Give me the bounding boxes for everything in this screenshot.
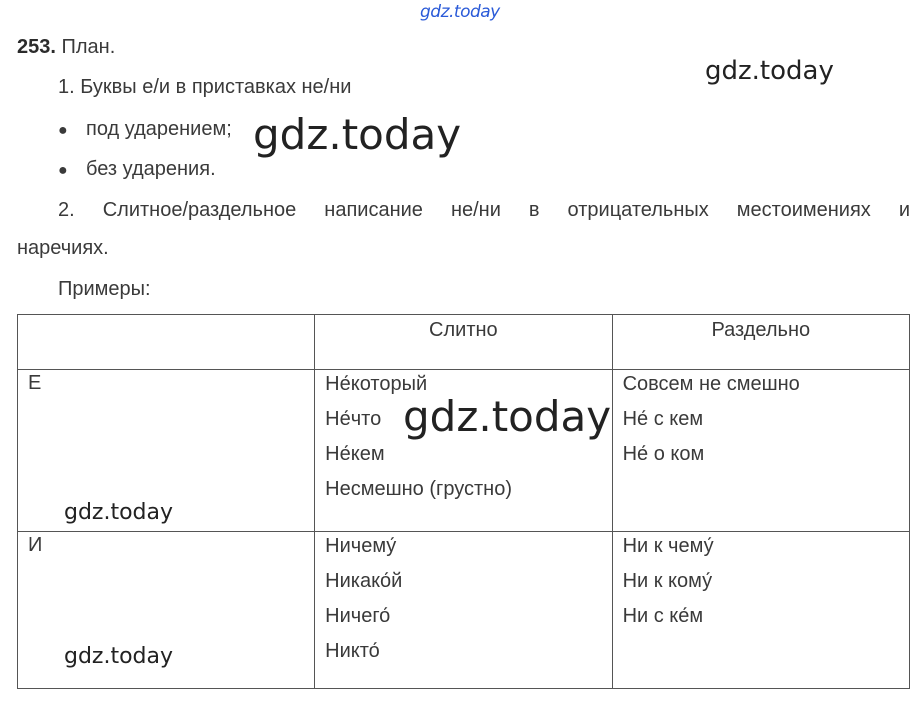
- table-header-row: [18, 315, 910, 370]
- example-word: Не́кем: [325, 443, 385, 465]
- watermark-right: gdz.today: [705, 56, 834, 86]
- example-word: Не́ с кем: [622, 408, 704, 430]
- example-word: Ни к чему́: [622, 535, 714, 557]
- task-heading: [17, 36, 115, 59]
- task-title: План.: [61, 36, 116, 58]
- example-word: Ничего́: [325, 605, 391, 627]
- example-word: Ни с ке́м: [622, 605, 704, 627]
- together-cell: [315, 532, 612, 689]
- bullet-text: без ударения.: [86, 158, 216, 180]
- example-word: Ни к кому́: [622, 570, 713, 592]
- row-label: И: [28, 534, 43, 556]
- watermark-row-e: gdz.today: [64, 500, 174, 525]
- example-word: Несмешно (грустно): [325, 478, 512, 500]
- example-word: Совсем не смешно: [622, 373, 800, 395]
- plan-bullet-1: [58, 118, 232, 141]
- plan-item-1: 1. Буквы е/и в приставках не/ни: [58, 76, 352, 98]
- task-number: 253.: [17, 36, 56, 58]
- example-word: Не́ о ком: [622, 443, 705, 465]
- watermark-large-top: gdz.today: [253, 110, 462, 159]
- header-cell-together: Слитно: [315, 315, 612, 370]
- header-cell-empty: [18, 315, 315, 370]
- bullet-text: под ударением;: [86, 118, 232, 140]
- example-word: Ничему́: [325, 535, 397, 557]
- example-word: Не́что: [325, 408, 382, 430]
- watermark-large-table: gdz.today: [403, 392, 612, 441]
- separate-cell: [612, 370, 909, 532]
- row-label: Е: [28, 372, 42, 394]
- header-cell-separate: Раздельно: [612, 315, 909, 370]
- bullet-icon: ●: [58, 122, 68, 139]
- plan-item-2: 2. Слитное/раздельное написание не/ни в отрицательных местоимениях и: [58, 199, 910, 221]
- watermark-row-i: gdz.today: [64, 644, 174, 669]
- example-word: Никако́й: [325, 570, 403, 592]
- plan-item-2-continuation: наречиях.: [17, 237, 109, 259]
- examples-label: Примеры:: [58, 278, 151, 300]
- plan-bullet-2: [58, 158, 216, 181]
- example-word: Никто́: [325, 640, 380, 662]
- separate-cell: [612, 532, 909, 689]
- bullet-icon: ●: [58, 162, 68, 179]
- watermark-top: gdz.today: [420, 2, 500, 22]
- example-word: Не́который: [325, 373, 428, 395]
